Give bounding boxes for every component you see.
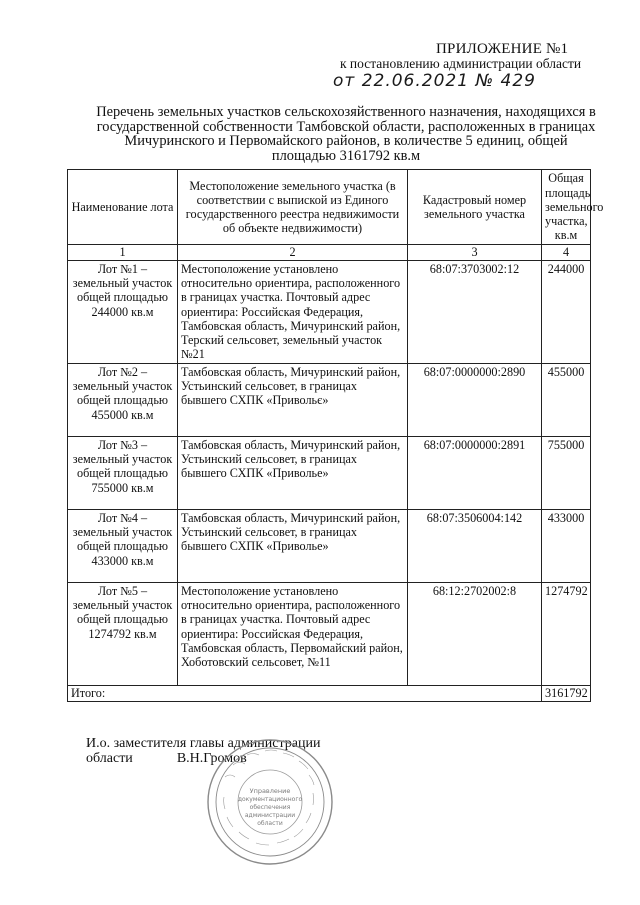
cadastral-number: 68:07:0000000:2890	[408, 364, 542, 437]
lot-area: 455000	[542, 364, 591, 437]
lot-name: Лот №2 – земельный участок общей площадью 455000 кв.м	[68, 364, 178, 437]
lot-area: 244000	[542, 261, 591, 364]
lot-location: Местоположение установлено относительно ориентира, расположенного в границах участка. Почтовый адрес ориентира: Российская Федерация, Тамбовская область, Первомайский район, Хоботовский сельсовет, №11	[178, 583, 408, 686]
col-number: 3	[408, 245, 542, 261]
decree-date-number: от 22.06.2021 № 429	[333, 71, 536, 91]
table-row	[68, 510, 591, 583]
stamp-text-line5: области	[257, 820, 283, 827]
table-row	[68, 364, 591, 437]
lot-location: Местоположение установлено относительно ориентира, расположенного в границах участка. Почтовый адрес ориентира: Российская Федерация, Тамбовская область, Мичуринский район, Терский сельсовет, земельный участок №21	[178, 261, 408, 364]
col-header-location: Местоположение земельного участка (в соответствии с выпиской из Единого государственного реестра недвижимости об объекте недвижимости)	[178, 170, 408, 245]
cadastral-number: 68:07:3506004:142	[408, 510, 542, 583]
cadastral-number: 68:12:2702002:8	[408, 583, 542, 686]
signatory-position-line2: области	[86, 751, 133, 766]
col-header-area: Общая площадь земельного участка, кв.м	[542, 170, 591, 245]
lot-name: Лот №1 – земельный участок общей площадью 244000 кв.м	[68, 261, 178, 364]
cadastral-number: 68:07:0000000:2891	[408, 437, 542, 510]
signatory-position: И.о. заместителя главы администрации	[86, 736, 321, 751]
signatory-name: В.Н.Громов	[176, 751, 247, 766]
table-row	[68, 437, 591, 510]
lot-location: Тамбовская область, Мичуринский район, Устьинский сельсовет, в границах бывшего СХПК «Приволье»	[178, 437, 408, 510]
stamp-text-line3: обеспечения	[249, 804, 291, 811]
appendix-label: ПРИЛОЖЕНИЕ №1	[436, 41, 569, 57]
table-row	[68, 261, 591, 364]
stamp-text-line4: администрации	[244, 812, 296, 819]
col-header-lot: Наименование лота	[68, 170, 178, 245]
total-value: 3161792	[542, 686, 591, 702]
lot-location: Тамбовская область, Мичуринский район, Устьинский сельсовет, в границах бывшего СХПК «Привольє»	[178, 364, 408, 437]
stamp-text-line1: Управление	[249, 787, 291, 795]
col-number: 2	[178, 245, 408, 261]
total-row	[68, 686, 591, 702]
lot-name: Лот №3 – земельный участок общей площадью 755000 кв.м	[68, 437, 178, 510]
col-number: 1	[68, 245, 178, 261]
lot-area: 1274792	[542, 583, 591, 686]
cadastral-number: 68:07:3703002:12	[408, 261, 542, 364]
document-title: Перечень земельных участков сельскохозяйственного назначения, находящихся в государственной собственности Тамбовской области, расположенных в границах Мичуринского и Первомайского районов, в количестве 5 единиц, общей площадью 3161792 кв.м	[96, 104, 596, 164]
decree-reference: к постановлению администрации области	[340, 56, 582, 71]
table-row	[68, 583, 591, 686]
col-header-cadastral: Кадастровый номер земельного участка	[408, 170, 542, 245]
lot-area: 433000	[542, 510, 591, 583]
stamp-text-line2: документационного	[237, 796, 303, 803]
lot-name: Лот №5 – земельный участок общей площадью 1274792 кв.м	[68, 583, 178, 686]
lot-name: Лот №4 – земельный участок общей площадью 433000 кв.м	[68, 510, 178, 583]
col-number: 4	[542, 245, 591, 261]
total-label: Итого:	[68, 686, 542, 702]
official-stamp	[205, 737, 335, 867]
land-plots-table	[67, 169, 604, 702]
column-numbers-row	[68, 245, 591, 261]
lot-area: 755000	[542, 437, 591, 510]
lot-location: Тамбовская область, Мичуринский район, Устьинский сельсовет, в границах бывшего СХПК «Приволье»	[178, 510, 408, 583]
table-header-row	[68, 170, 591, 245]
